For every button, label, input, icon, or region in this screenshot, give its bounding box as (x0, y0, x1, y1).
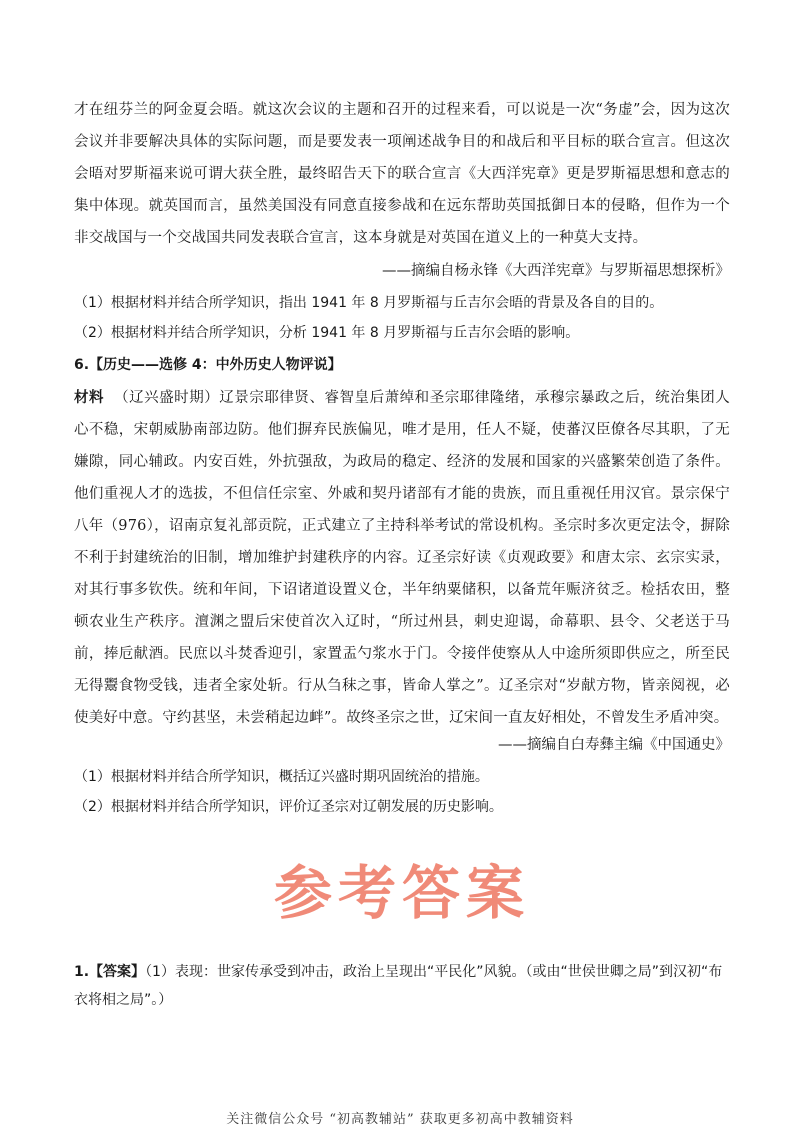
section-6-heading: 6.【历史——选修 4：中外历史人物评说】 (74, 357, 342, 373)
material-6-paragraph (74, 382, 730, 734)
question-5-1: （1）根据材料并结合所学知识，指出 1941 年 8 月罗斯福与丘吉尔会晤的背景及各自的目的。 (74, 295, 664, 311)
question-6-2: （2）根据材料并结合所学知识，评价辽圣宗对辽朝发展的历史影响。 (74, 799, 503, 815)
source-citation-5: ——摘编自杨永锋《大西洋宪章》与罗斯福思想探析》 (382, 263, 730, 279)
material-5-paragraph: 才在纽芬兰的阿金夏会晤。就这次会议的主题和召开的过程来看，可以说是一次“务虚”会，因为这次会议并非要解决具体的实际问题，而是要发表一项阐述战争目的和战后和平目标的联合宣言。但这次会晤对罗斯福来说可谓大获全胜，最终昭告天下的联合宣言《大西洋宪章》更是罗斯福思想和意志的集中体现。就英国而言，虽然美国没有同意直接参战和在远东帮助英国抵御日本的侵略，但作为一个非交战国与一个交战国共同发表联合宣言，这本身就是对英国在道义上的一种莫大支持。 (74, 102, 730, 246)
question-6-1: （1）根据材料并结合所学知识，概括辽兴盛时期巩固统治的措施。 (74, 769, 489, 785)
material-6-text: （辽兴盛时期）辽景宗耶律贤、睿智皇后萧绰和圣宗耶律隆绪，承穆宗暴政之后，统治集团人心不稳，宋朝威胁南部边防。他们摒弃民族偏见，唯才是用，任人不疑，使蕃汉臣僚各尽其职，了无嫌隙，同心辅政。内安百姓，外抗强敌，为政局的稳定、经济的发展和国家的兴盛繁荣创造了条件。他们重视人才的选拔，不但信任宗室、外戚和契丹诸部有才能的贵族，而且重视任用汉官。景宗保宁八年（976），诏南京复礼部贡院，正式建立了主持科举考试的常设机构。圣宗时多次更定法令，摒除不利于封建统治的旧制，增加维护封建秩序的内容。辽圣宗好读《贞观政要》和唐太宗、玄宗实录，对其行事多钦佚。统和年间，下诏诸道设置义仓，半年纳粟储积，以备荒年赈济贫乏。检括农田，整顿农业生产秩序。澶渊之盟后宋使首次入辽时，“所过州县，刺史迎谒，命幕职、县令、父老送于马前，捧卮献酒。民庶以斗焚香迎引，家置盂勺浆水于门。令接伴使察从人中途所须即供应之，所至民无得鬻食物受钱，违者全家处斩。行从刍秣之事，皆命人掌之”。辽圣宗对“岁献方物，皆亲阅视，必使美好中意。守约甚坚，未尝稍起边衅”。故终圣宗之世，辽宋间一直友好相处，不曾发生矛盾冲突。 (74, 390, 730, 726)
reference-answer-stamp: 参考答案 (273, 859, 530, 927)
answer-text: （1）表现：世家传承受到冲击，政治上呈现出“平民化”风貌。（或由“世侯世卿之局”到汉初“布衣将相之局”。） (74, 964, 723, 1008)
answer-1 (74, 958, 730, 1014)
question-5-2: （2）根据材料并结合所学知识，分析 1941 年 8 月罗斯福与丘吉尔会晤的影响。 (74, 325, 580, 341)
footer-notice: 关注微信公众号 “初高教辅站” 获取更多初高中教辅资料 (226, 1112, 574, 1127)
source-citation-6: ——摘编自白寿彝主编《中国通史》 (498, 737, 730, 753)
answer-label: 1.【答案】 (74, 964, 146, 980)
material-label: 材料 (74, 390, 105, 406)
